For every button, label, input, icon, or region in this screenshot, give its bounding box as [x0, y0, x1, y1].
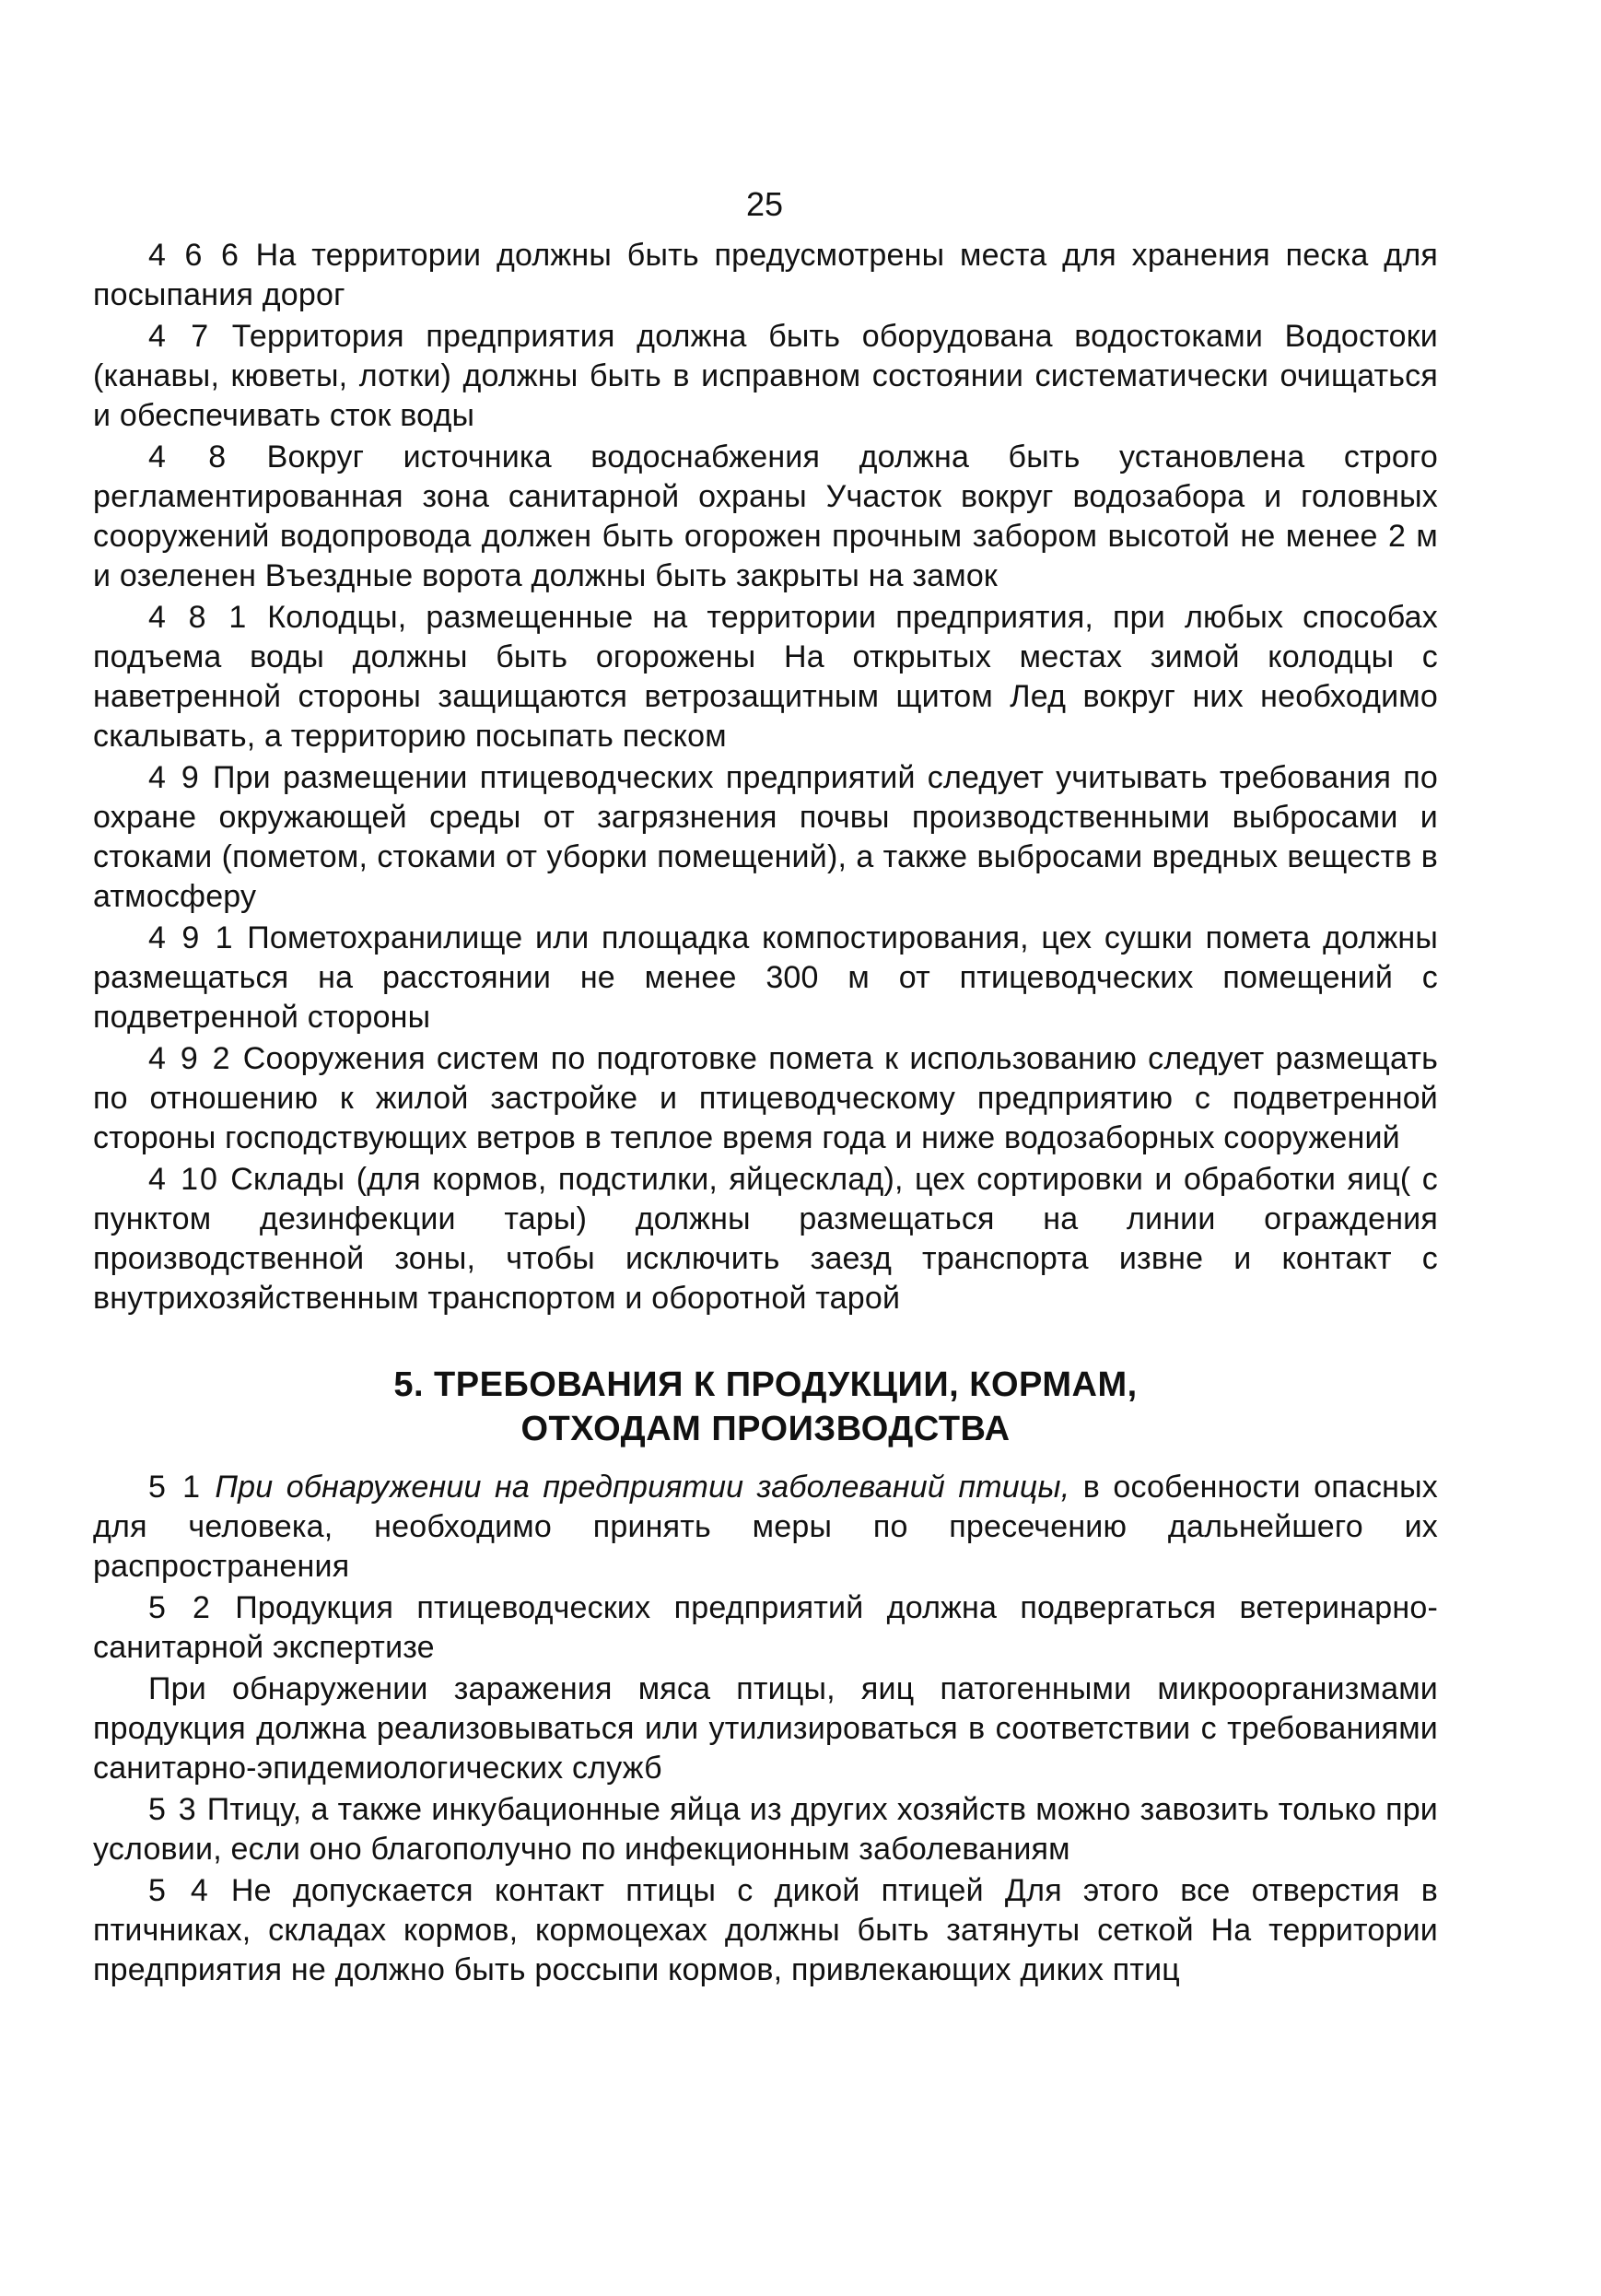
paragraph-text: в особенности опасных для человека, необходимо принять меры по пресечению дальнейшего их распространения	[93, 1470, 1438, 1584]
paragraph-number: 4 8	[148, 439, 228, 474]
paragraph-5-1	[93, 1468, 1438, 1587]
paragraph-number: 5 4	[148, 1873, 210, 1908]
paragraph-number: 4 10	[148, 1162, 219, 1197]
paragraph-number: 4 6 6	[148, 238, 240, 273]
paragraph-4-8	[93, 438, 1438, 596]
paragraph-number: 5 3	[148, 1792, 198, 1827]
paragraph-text: При размещении птицеводческих предприятий следует учитывать требования по охране окружающей среды от загрязнения почвы производственными выбросами и стоками (пометом, стоками от уборки помещений), а также выбросами вредных веществ в атмосферу	[93, 760, 1438, 914]
section-heading	[93, 1363, 1438, 1451]
paragraph-italic-text: При обнаружении на предприятии заболеваний птицы,	[215, 1470, 1070, 1505]
page-number: 25	[745, 185, 784, 223]
paragraph-4-8-1	[93, 598, 1438, 756]
paragraph-5-2-continuation	[93, 1669, 1438, 1788]
paragraph-4-7	[93, 317, 1438, 436]
paragraph-4-9-2	[93, 1039, 1438, 1158]
section-heading-line-2: ОТХОДАМ ПРОИЗВОДСТВА	[520, 1410, 1011, 1448]
paragraph-text: Сооружения систем по подготовке помета к использованию следует размещать по отношению к жилой застройке и птицеводческому предприятию с подветренной стороны господствующих ветров в теплое время года и ниже водозаборных сооружений	[93, 1041, 1439, 1155]
paragraph-5-3	[93, 1790, 1438, 1869]
paragraph-number: 4 7	[148, 319, 211, 354]
section-heading-line-1: 5. ТРЕБОВАНИЯ К ПРОДУКЦИИ, КОРМАМ,	[393, 1365, 1138, 1404]
paragraph-number: 5 2	[148, 1590, 212, 1625]
paragraph-number: 4 9 2	[148, 1041, 232, 1076]
paragraph-4-6-6	[93, 236, 1438, 315]
paragraph-text: Пометохранилище или площадка компостирования, цех сушки помета должны размещаться на расстоянии не менее 300 м от птицеводческих помещений с подветренной стороны	[93, 920, 1439, 1035]
paragraph-number: 4 9 1	[148, 920, 235, 955]
paragraph-text: Продукция птицеводческих предприятий должна подвергаться ветеринарно-санитарной экспертизе	[93, 1590, 1438, 1665]
paragraph-text: При обнаружении заражения мяса птицы, яиц патогенными микроорганизмами продукция должна реализовываться или утилизироваться в соответствии с требованиями санитарно-эпидемиологических служб	[93, 1671, 1438, 1786]
paragraph-5-4	[93, 1871, 1438, 1990]
paragraph-number: 5 1	[148, 1470, 202, 1505]
paragraph-number: 4 9	[148, 760, 201, 795]
paragraph-4-9-1	[93, 919, 1438, 1037]
paragraph-text: Колодцы, размещенные на территории предприятия, при любых способах подъема воды должны быть огорожены На открытых местах зимой колодцы с наветренной стороны защищаются ветрозащитным щитом Лед вокруг них необходимо скалывать, а территорию посыпать песком	[93, 600, 1438, 754]
paragraph-text: На территории должны быть предусмотрены места для хранения песка для посыпания дорог	[93, 238, 1438, 312]
paragraph-text: Не допускается контакт птицы с дикой птицей Для этого все отверстия в птичниках, складах кормов, кормоцехах должны быть затянуты сеткой На территории предприятия не должно быть россыпи кормов, привлекающих диких птиц	[93, 1873, 1438, 1987]
paragraph-text: Территория предприятия должна быть оборудована водостоками Водостоки (канавы, кюветы, лотки) должны быть в исправном состоянии систематически очищаться и обеспечивать сток воды	[93, 319, 1438, 433]
paragraph-text: Вокруг источника водоснабжения должна быть установлена строго регламентированная зона санитарной охраны Участок вокруг водозабора и головных сооружений водопровода должен быть огорожен прочным забором высотой не менее 2 м и озеленен Въездные ворота должны быть закрыты на замок	[93, 439, 1438, 593]
paragraph-number: 4 8 1	[148, 600, 249, 635]
paragraph-4-10	[93, 1160, 1438, 1318]
document-body	[93, 236, 1438, 1992]
paragraph-text: Склады (для кормов, подстилки, яйцесклад), цех сортировки и обработки яиц( с пунктом дезинфекции тары) должны размещаться на линии ограждения производственной зоны, чтобы исключить заезд транспорта извне и контакт с внутрихозяйственным транспортом и оборотной тарой	[93, 1162, 1438, 1316]
paragraph-text: Птицу, а также инкубационные яйца из других хозяйств можно завозить только при условии, если оно благополучно по инфекционным заболеваниям	[93, 1792, 1438, 1867]
paragraph-5-2	[93, 1588, 1438, 1668]
paragraph-4-9	[93, 758, 1438, 917]
